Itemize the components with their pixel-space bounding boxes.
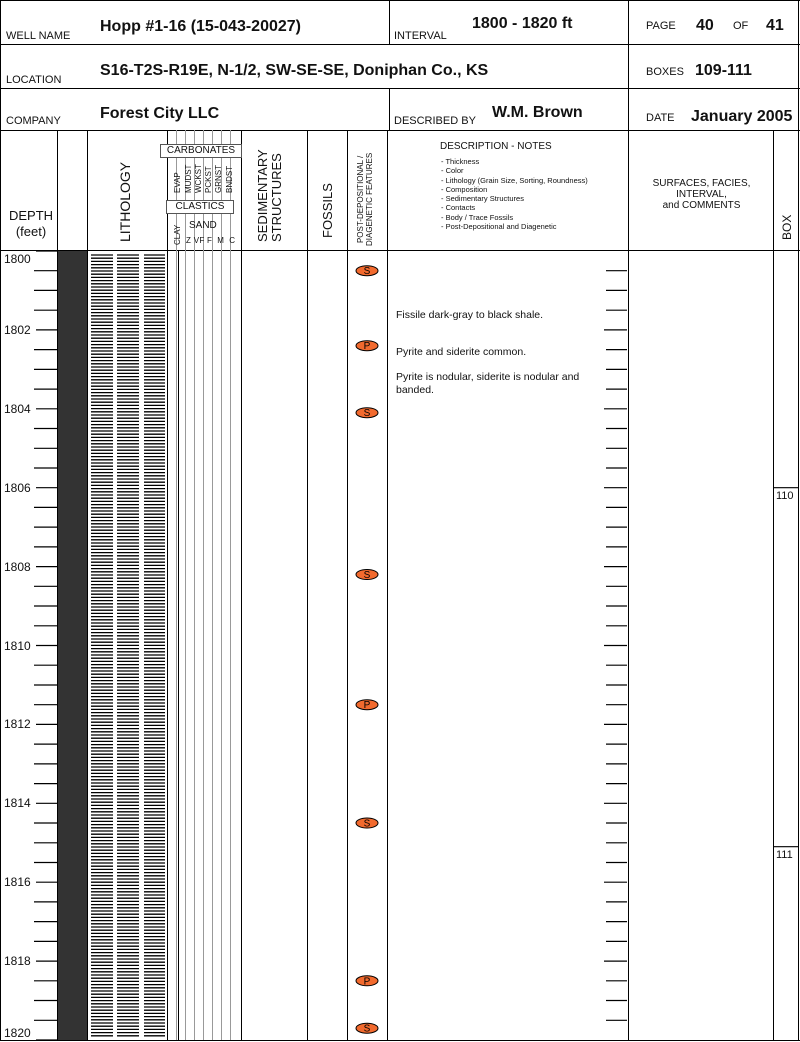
lithology-header: LITHOLOGY (117, 161, 133, 242)
carbonate-type-mudst: MUDST (184, 164, 193, 193)
desc-note-item: - Sedimentary Structures (441, 194, 524, 204)
company-value: Forest City LLC (100, 105, 220, 122)
feature-marker-label: S (363, 266, 371, 278)
desc-note-item: - Lithology (Grain Size, Sorting, Roundness) (441, 175, 588, 185)
page-total: 41 (766, 17, 784, 34)
shale-column (58, 251, 87, 1040)
date-value: January 2005 (691, 108, 793, 125)
page-label: PAGE (646, 20, 676, 32)
post-dep-line2: DIAGENETIC FEATURES (365, 152, 374, 246)
description-ticks (604, 271, 627, 1021)
depth-label: 1802 (4, 322, 31, 337)
description-line3b: banded. (396, 384, 434, 396)
feature-marker-label: P (363, 341, 371, 353)
feature-marker-label: S (363, 818, 371, 830)
carbonates-header: CARBONATES (160, 144, 242, 158)
depth-label: 1814 (4, 796, 31, 811)
carbonate-type-wckst: WCKST (194, 164, 203, 193)
clastics-header: CLASTICS (166, 200, 234, 214)
clay-header: CLAY (173, 224, 182, 245)
feature-marker-label: S (363, 570, 371, 581)
description-line3a: Pyrite is nodular, siderite is nodular and (396, 371, 580, 383)
shale-lithology-pattern (91, 255, 165, 1036)
depth-label: 1806 (4, 480, 31, 495)
box-number-label: 111 (776, 848, 793, 861)
carbonate-type-bndst: BNDST (225, 165, 234, 193)
feature-marker-label: S (363, 408, 371, 420)
depth-label: 1818 (4, 954, 31, 969)
depth-label: 1804 (4, 401, 31, 416)
location-value: S16-T2S-R19E, N-1/2, SW-SE-SE, Doniphan Co., KS (100, 62, 489, 79)
company-label: COMPANY (6, 115, 61, 127)
box-number-label: 110 (776, 489, 794, 502)
carbonate-type-pckst: PCKST (204, 166, 213, 193)
surfaces-line3: and COMMENTS (662, 200, 741, 211)
date-label: DATE (646, 112, 675, 124)
depth-label: 1812 (4, 717, 31, 732)
depth-header-line1: DEPTH (8, 208, 54, 223)
desc-note-item: - Body / Trace Fossils (441, 212, 514, 222)
desc-note-item: - Post-Depositional and Diagenetic (441, 222, 557, 232)
desc-note-item: - Contacts (441, 203, 476, 213)
sand-header: SAND (189, 220, 217, 231)
sed-structures-line1: SEDIMENTARY (255, 149, 270, 242)
well-name-label: WELL NAME (6, 30, 71, 42)
page-number: 40 (696, 17, 714, 34)
interval-value: 1800 - 1820 ft (472, 15, 573, 32)
grain-size-header: Z VF F M C (186, 236, 236, 245)
surfaces-line1: SURFACES, FACIES, (652, 178, 751, 189)
described-by-value: W.M. Brown (492, 104, 583, 121)
feature-marker-label: S (363, 1023, 371, 1035)
box-header: BOX (780, 214, 794, 240)
feature-marker-label: P (363, 700, 371, 712)
interval-label: INTERVAL (394, 30, 447, 42)
feature-marker-label: P (363, 976, 371, 988)
boxes-value: 109-111 (695, 62, 752, 79)
sed-structures-line2: STRUCTURES (269, 153, 284, 242)
diagenetic-features (356, 266, 378, 1035)
desc-note-item: - Composition (441, 184, 488, 194)
described-by-label: DESCRIBED BY (394, 115, 476, 127)
surfaces-line2: INTERVAL, (676, 189, 727, 200)
fossils-header: FOSSILS (320, 183, 335, 238)
depth-label: 1810 (4, 638, 31, 653)
description-line2: Pyrite and siderite common. (396, 346, 527, 358)
well-name-value: Hopp #1-16 (15-043-20027) (100, 18, 301, 35)
depth-label: 1808 (4, 559, 31, 574)
depth-label: 1800 (4, 252, 31, 266)
of-label: OF (733, 20, 749, 32)
depth-ticks (34, 251, 57, 1040)
carbonate-type-grnst: GRNST (214, 165, 223, 193)
box-marks (773, 488, 799, 847)
depth-label: 1816 (4, 875, 31, 890)
post-dep-line1: POST-DEPOSITIONAL / (356, 155, 365, 244)
depth-label: 1820 (4, 1026, 31, 1040)
depth-header-line2: (feet) (15, 224, 47, 239)
carbonate-type-evap: EVAP (173, 172, 182, 193)
location-label: LOCATION (6, 74, 62, 86)
desc-note-item: - Thickness (441, 157, 480, 166)
desc-notes-title: DESCRIPTION - NOTES (440, 141, 552, 152)
description-line1: Fissile dark-gray to black shale. (396, 309, 544, 321)
description-line3 (396, 371, 579, 397)
boxes-label: BOXES (646, 66, 684, 78)
desc-note-item: - Color (441, 166, 464, 176)
